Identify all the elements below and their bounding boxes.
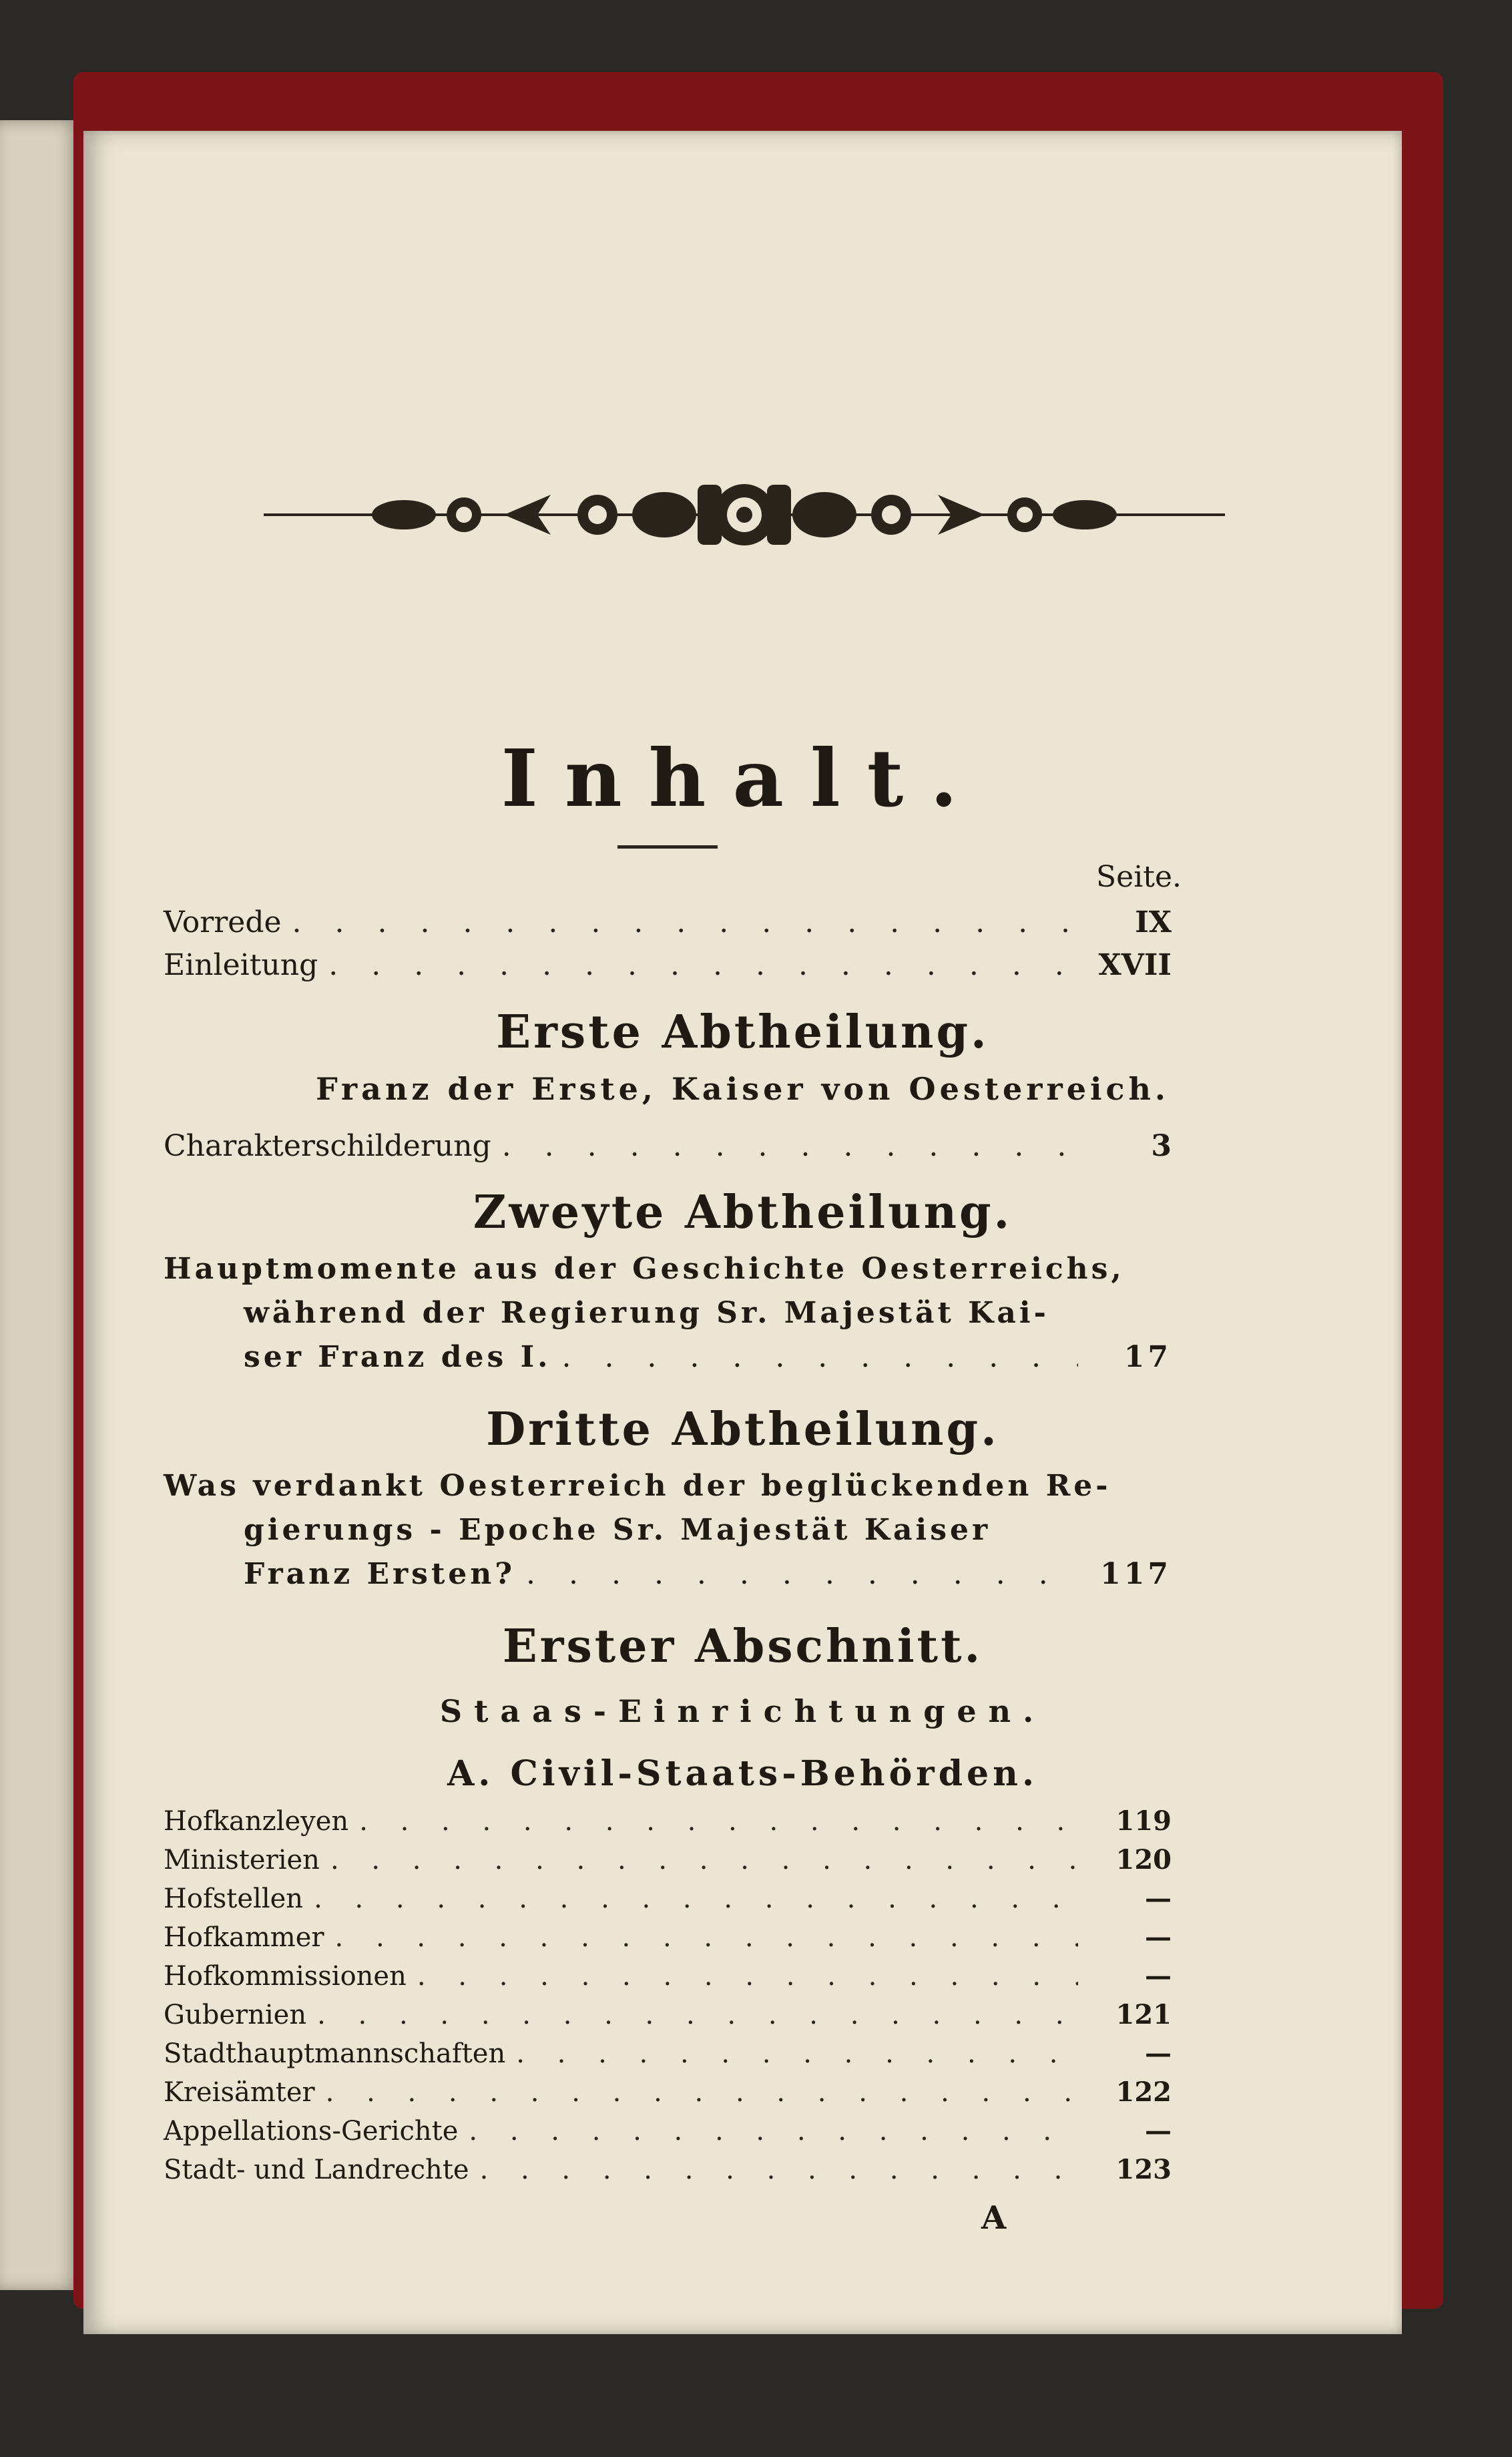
leader-dots [282, 905, 1078, 939]
toc-entry-page: — [1145, 2115, 1172, 2147]
part3-line-3: Franz Ersten? [244, 1557, 516, 1591]
leader-dots [348, 1806, 1078, 1837]
toc-entry-page: — [1145, 1883, 1172, 1914]
toc-entry-text: Ministerien [164, 1845, 320, 1875]
leader-dots [320, 1845, 1078, 1875]
seite-label: Seite. [1096, 860, 1182, 894]
part2-page: 17 [1123, 1340, 1172, 1374]
toc-entry-text: Stadt- und Landrechte [164, 2155, 469, 2185]
toc-entry [164, 2038, 1172, 2080]
leader-dots [306, 2000, 1078, 2030]
part1-subtitle: Franz der Erste, Kaiser von Oesterreich. [316, 1071, 1170, 1107]
toc-entry-page: — [1145, 2038, 1172, 2069]
leader-dots [491, 1129, 1078, 1163]
part3-heading: Dritte Abtheilung. [486, 1403, 999, 1456]
toc-entry-text: Gubernien [164, 2000, 307, 2030]
leader-dots [324, 1922, 1078, 1953]
toc-entry-text: Vorrede [164, 905, 282, 939]
part2-entry [164, 1247, 1172, 1379]
toc-entry-text: Kreisämter [164, 2077, 315, 2108]
toc-entry [164, 1805, 1172, 1848]
part2-line-3: ser Franz des I. [244, 1340, 551, 1374]
toc-entry-page: 121 [1115, 1999, 1172, 2030]
toc-entry-text: Charakterschilderung [164, 1129, 491, 1163]
leader-dots [318, 948, 1078, 982]
part1-heading: Erste Abtheilung. [496, 1006, 989, 1059]
toc-entry-page: — [1145, 1960, 1172, 1992]
part2-line-1: Hauptmomente aus der Geschichte Oesterreichs, [164, 1252, 1125, 1286]
page-title: Inhalt. [501, 732, 985, 825]
leader-dots [551, 1335, 1078, 1379]
toc-entry-page: — [1145, 1922, 1172, 1953]
toc-entry-page: 119 [1115, 1805, 1172, 1837]
section1-subtitle: Staas-Einrichtungen. [439, 1693, 1046, 1729]
toc-entry-text: Hofstellen [164, 1883, 304, 1914]
catchword: A [981, 2199, 1007, 2237]
toc-entry-text: Appellations-Gerichte [164, 2116, 459, 2147]
leader-dots [505, 2038, 1078, 2069]
toc-entry [164, 2076, 1172, 2119]
toc-entry-text: Stadthauptmannschaften [164, 2038, 506, 2069]
leader-dots [315, 2077, 1078, 2108]
toc-entry [164, 905, 1172, 948]
toc-entry-page: IX [1135, 905, 1172, 939]
facing-page-edge [0, 120, 79, 2290]
toc-entry-page: 120 [1115, 1844, 1172, 1875]
toc-entry [164, 1999, 1172, 2042]
toc-entry [164, 2154, 1172, 2197]
book-page [83, 131, 1402, 2334]
part3-entry [164, 1464, 1172, 1596]
ornament-icon [264, 478, 1225, 551]
toc-entry-page: 123 [1115, 2154, 1172, 2185]
toc-entry [164, 2115, 1172, 2158]
section1-heading: Erster Abschnitt. [502, 1620, 983, 1673]
toc-entry-page: 3 [1151, 1129, 1172, 1163]
leader-dots [458, 2116, 1078, 2147]
toc-entry [164, 1922, 1172, 1964]
toc-entry [164, 1960, 1172, 2003]
toc-entry-text: Hofkommissionen [164, 1961, 407, 1992]
part3-page: 117 [1100, 1557, 1172, 1591]
part2-line-2: während der Regierung Sr. Majestät Kai- [244, 1296, 1049, 1330]
leader-dots [469, 2155, 1078, 2185]
toc-entry-text: Hofkanzleyen [164, 1806, 349, 1837]
toc-entry [164, 948, 1172, 991]
part3-line-1: Was verdankt Oesterreich der beglückenden Re- [164, 1469, 1111, 1503]
leader-dots [515, 1552, 1078, 1596]
toc-entry-page: 122 [1115, 2076, 1172, 2108]
toc-entry [164, 1883, 1172, 1926]
toc-entry [164, 1129, 1172, 1172]
section1-subsection: A. Civil-Staats-Behörden. [447, 1753, 1039, 1794]
leader-dots [303, 1883, 1078, 1914]
toc-entry-page: XVII [1098, 948, 1172, 982]
title-rule [617, 845, 718, 849]
toc-entry [164, 1844, 1172, 1887]
leader-dots [407, 1961, 1078, 1992]
toc-entry-text: Einleitung [164, 948, 318, 982]
toc-entry-text: Hofkammer [164, 1922, 324, 1953]
part3-line-2: gierungs - Epoche Sr. Majestät Kaiser [244, 1513, 991, 1547]
part2-heading: Zweyte Abtheilung. [473, 1186, 1013, 1239]
